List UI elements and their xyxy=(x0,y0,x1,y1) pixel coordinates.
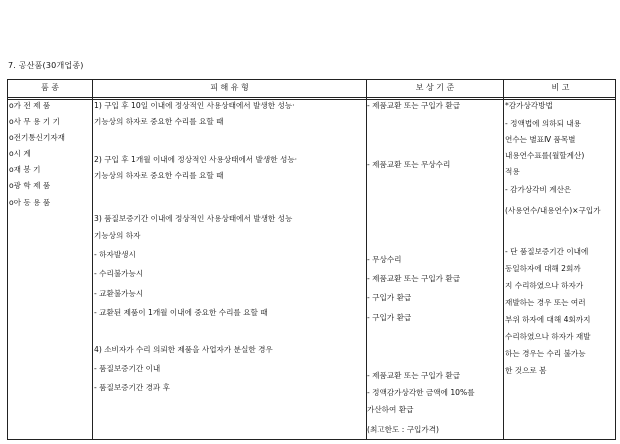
column-divider xyxy=(92,80,93,439)
category-item: o가 전 제 품 xyxy=(9,101,51,110)
damage-line: 기능상의 하자로 중요한 수리를 요할 때 xyxy=(94,117,224,126)
damage-line: 4) 소비자가 수리 의뢰한 제품을 사업자가 분실한 경우 xyxy=(94,345,273,354)
header-compensation: 보 상 기 준 xyxy=(415,83,455,92)
damage-line: - 교환된 제품이 1개월 이내에 중요한 수리를 요할 때 xyxy=(94,308,268,317)
damage-line: - 수리불가능시 xyxy=(94,269,144,278)
damage-line: 기능상의 하자 xyxy=(94,231,141,240)
category-item: o전기통신기자재 xyxy=(9,133,65,142)
damage-line: - 교환불가능시 xyxy=(94,289,144,298)
remark-line: 하는 경우는 수리 불가능 xyxy=(505,349,586,358)
category-item: o아 동 용 품 xyxy=(9,198,51,207)
compensation-line: - 제품교환 또는 구입가 환급 xyxy=(367,101,461,110)
compensation-line: - 제품교환 또는 구입가 환급 xyxy=(367,371,461,380)
remark-line: - 단 품질보증기간 이내에 xyxy=(505,247,589,256)
remark-line: (사용연수/내용연수)×구입가 xyxy=(505,206,601,215)
compensation-line: - 정액감가상각한 금액에 10%를 xyxy=(367,388,475,397)
damage-line: 3) 품질보증기간 이내에 정상적인 사용상태에서 발생한 성능 xyxy=(94,214,293,223)
remark-line: 수리하였으나 하자가 재발 xyxy=(505,332,591,341)
damage-line: - 품질보증기간 이내 xyxy=(94,364,161,373)
category-item: o재 봉 기 xyxy=(9,165,41,174)
damage-line: 기능상의 하자로 중요한 수리를 요할 때 xyxy=(94,171,224,180)
header-divider xyxy=(8,97,615,98)
compensation-line: - 제품교환 또는 무상수리 xyxy=(367,160,451,169)
section-heading: 7. 공산품(30개업종) xyxy=(8,61,84,70)
header-damage-type: 피 해 유 형 xyxy=(210,83,249,92)
compensation-line: - 무상수리 xyxy=(367,255,402,264)
remark-line: - 감가상각비 계산은 xyxy=(505,185,572,194)
remark-line: 동일하자에 대해 2회까 xyxy=(505,264,581,273)
remark-line: 연수는 별표Ⅳ 품목별 xyxy=(505,135,576,144)
compensation-line: - 제품교환 또는 구입가 환급 xyxy=(367,274,461,283)
compensation-line: - 구입가 환급 xyxy=(367,313,412,322)
category-item: o광 학 제 품 xyxy=(9,181,51,190)
remark-line: 지 수리하였으나 하자가 xyxy=(505,281,584,290)
compensation-table xyxy=(7,79,616,440)
damage-line: 1) 구입 후 10일 이내에 정상적인 사용상태에서 발생한 성능· xyxy=(94,101,295,110)
damage-line: - 품질보증기간 경과 후 xyxy=(94,383,171,392)
damage-line: - 하자발생시 xyxy=(94,250,136,259)
header-remarks: 비 고 xyxy=(551,83,570,92)
remark-line: 재발하는 경우 또는 여러 xyxy=(505,298,586,307)
category-item: o시 계 xyxy=(9,149,31,158)
remark-line: 한 것으로 봄 xyxy=(505,366,547,375)
remark-line: *감가상각방법 xyxy=(505,101,553,110)
header-category: 품 종 xyxy=(41,83,59,92)
remark-line: 내용연수표를(월할계산) xyxy=(505,151,585,160)
damage-line: 2) 구입 후 1개월 이내에 정상적인 사용상태에서 발생한 성능· xyxy=(94,155,298,164)
remark-line: - 정액법에 의하되 내용 xyxy=(505,119,582,128)
remark-line: 적용 xyxy=(505,167,520,176)
remark-line: 부위 하자에 대해 4회까지 xyxy=(505,315,591,324)
compensation-line: 가산하여 환급 xyxy=(367,405,414,414)
column-divider xyxy=(503,80,504,439)
compensation-line: (최고한도 : 구입가격) xyxy=(367,425,439,434)
compensation-line: - 구입가 환급 xyxy=(367,293,412,302)
category-item: o사 무 용 기 기 xyxy=(9,117,60,126)
